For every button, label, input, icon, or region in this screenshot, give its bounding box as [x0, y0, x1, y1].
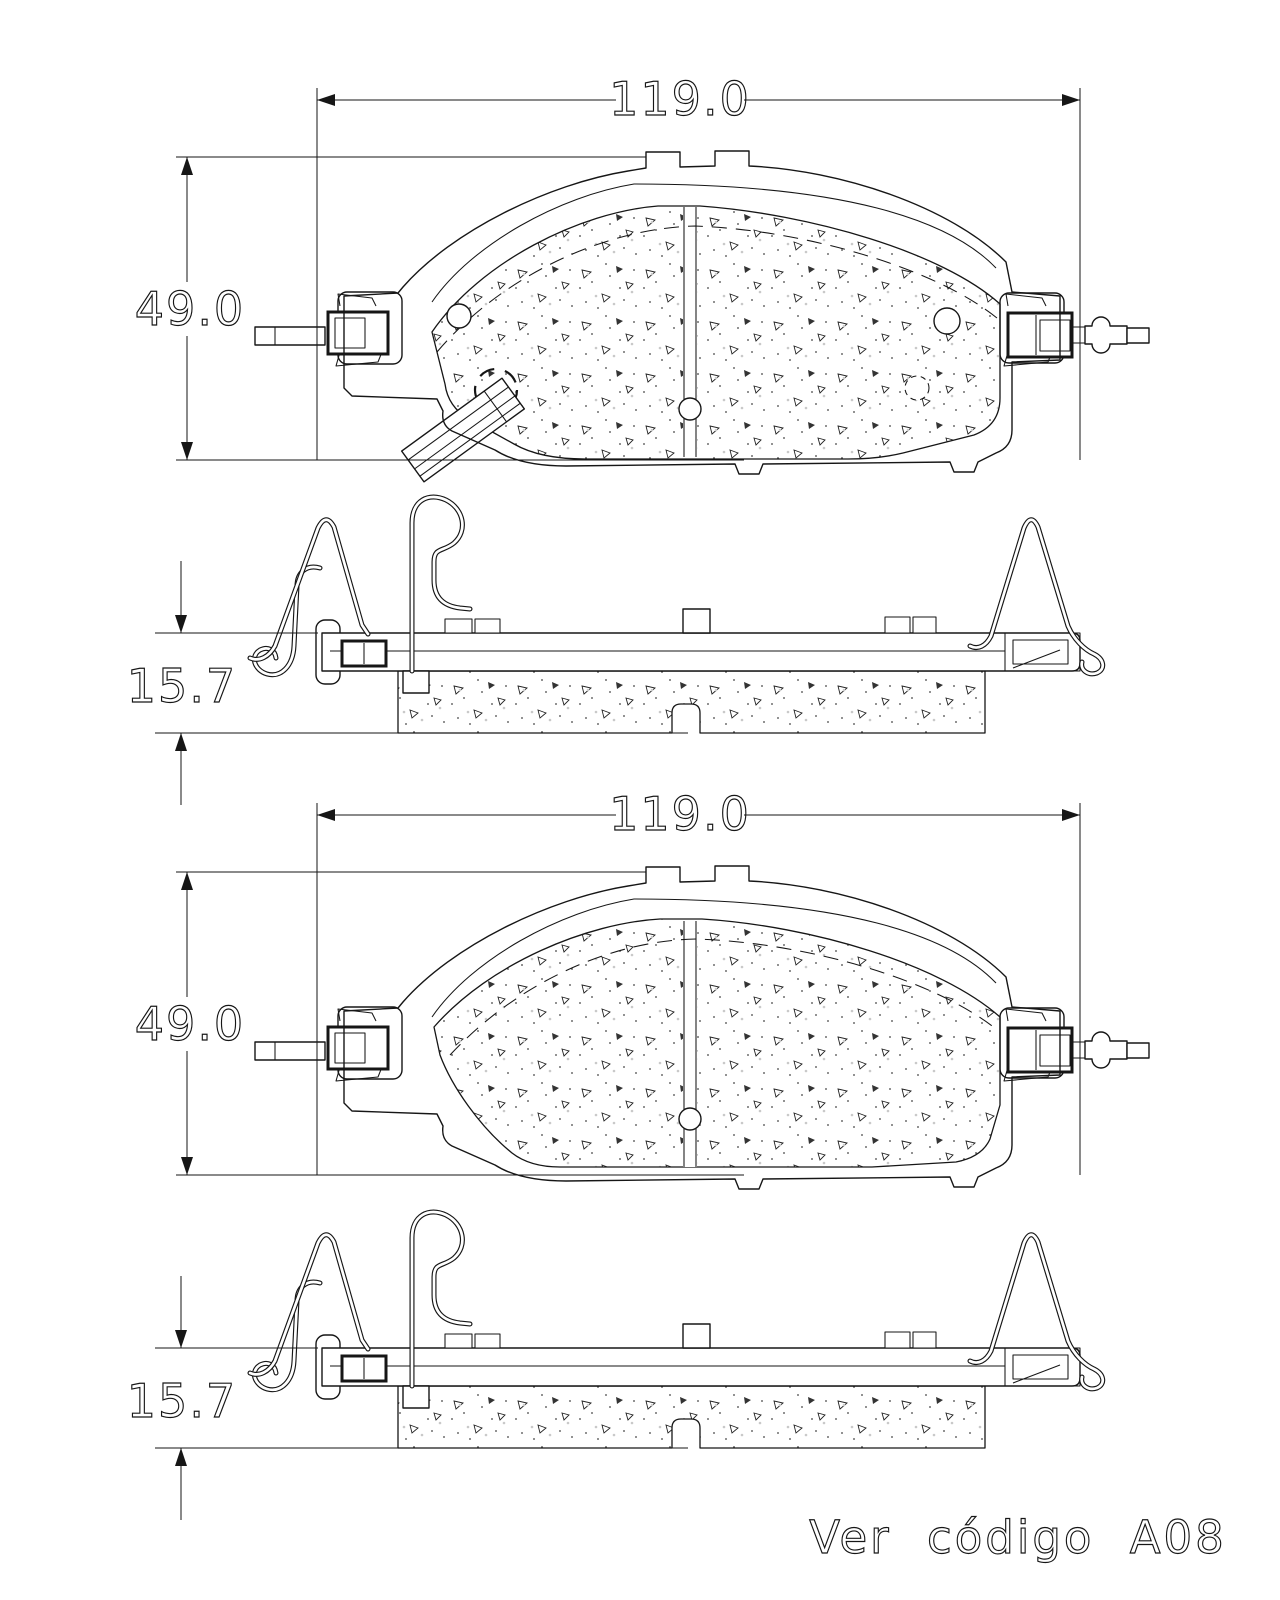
- dim-width-label: 119.0: [609, 72, 751, 126]
- view-pad-front-inner: [135, 787, 1149, 1189]
- friction-surface: [432, 206, 1000, 459]
- center-hole: [679, 1108, 701, 1130]
- view-pad-side-outer: [127, 497, 1103, 805]
- hidden-hole: [905, 376, 929, 400]
- dim-height-label: 49.0: [134, 997, 246, 1051]
- dim-thickness-label: 15.7: [126, 659, 238, 713]
- drawing-caption: Ver código A08: [809, 1511, 1227, 1564]
- rivet-hole: [447, 304, 471, 328]
- dim-height-label: 49.0: [134, 282, 246, 336]
- view-pad-front-outer: [135, 72, 1149, 482]
- dim-thickness-label: 15.7: [126, 1374, 238, 1428]
- view-pad-side-inner: [127, 1212, 1103, 1520]
- dim-width-label: 119.0: [609, 787, 751, 841]
- friction-surface: [434, 919, 1000, 1167]
- rivet-hole: [934, 308, 960, 334]
- center-hole: [679, 398, 701, 420]
